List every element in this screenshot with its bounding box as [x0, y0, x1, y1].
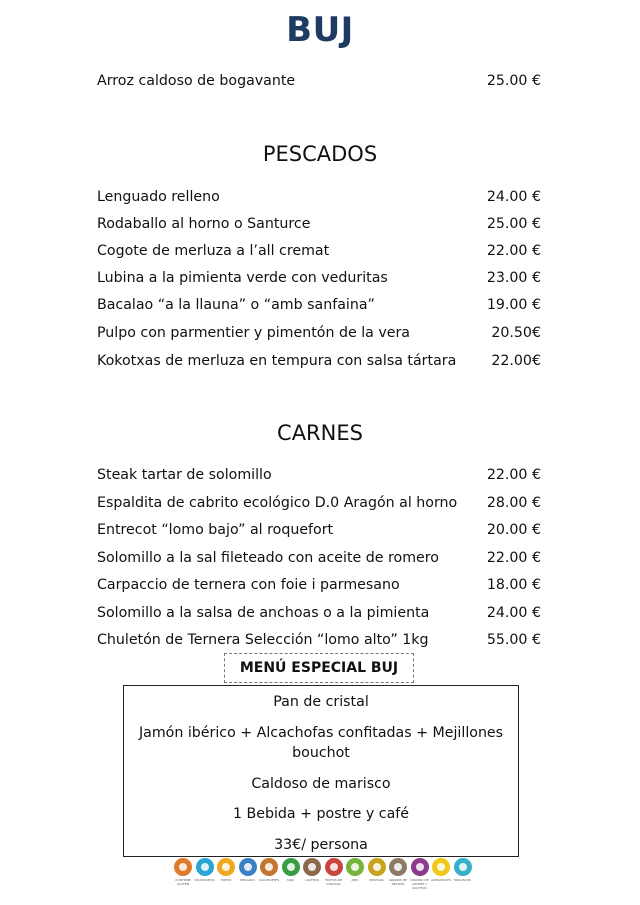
menu-item-name: Lenguado relleno [97, 189, 220, 205]
fish-icon [239, 858, 257, 876]
menu-item-price: 25.00 € [486, 216, 541, 232]
menu-item-price: 22.00 € [486, 243, 541, 259]
menu-item [97, 464, 541, 486]
allergen-label: DIÓXIDO DE AZUFRE Y SULFITOS [410, 878, 429, 890]
menu-item [97, 492, 541, 514]
menu-item-price: 20.00 € [486, 522, 541, 538]
menu-item-name: Cogote de merluza a l’all cremat [97, 243, 330, 259]
sesame-icon [389, 858, 407, 876]
eggs-icon [217, 858, 235, 876]
menu-item-name: Bacalao “a la llauna” o “amb sanfaina” [97, 297, 375, 313]
allergen-label: PESCADO [240, 878, 255, 882]
allergen-label: APIO [351, 878, 359, 882]
menu-item [97, 267, 541, 289]
menu-item [97, 519, 541, 541]
menu-item-price: 18.00 € [486, 577, 541, 593]
allergen-label: CACAHUETES [258, 878, 280, 882]
menu-item-name: Arroz caldoso de bogavante [97, 73, 296, 89]
allergen-label: MOSTAZA [369, 878, 384, 882]
allergen-legend [172, 858, 472, 894]
allergen-label: LÁCTEOS [305, 878, 319, 882]
menu-item-name: Pulpo con parmentier y pimentón de la vera [97, 325, 410, 341]
menu-item [97, 322, 541, 344]
allergen-label: CRUSTÁCEOS [194, 878, 215, 882]
allergen-label: ALTRAMUCES [431, 878, 451, 882]
menu-item [97, 70, 541, 92]
special-menu-line: Pan de cristal [273, 694, 369, 710]
menu-item-price: 22.00€ [491, 353, 541, 369]
special-menu-line: Caldoso de marisco [251, 776, 391, 792]
menu-item [97, 294, 541, 316]
section-heading-carnes: CARNES [277, 421, 363, 445]
menu-item-name: Carpaccio de ternera con foie i parmesano [97, 577, 400, 593]
mustard-icon [368, 858, 386, 876]
allergen-label: MOLUSCOS [454, 878, 471, 882]
special-menu-box [123, 685, 519, 857]
menu-item [97, 186, 541, 208]
menu-item-price: 28.00 € [486, 495, 541, 511]
molluscs-icon [454, 858, 472, 876]
soy-icon [282, 858, 300, 876]
sulphites-icon [411, 858, 429, 876]
menu-item-name: Entrecot “lomo bajo” al roquefort [97, 522, 334, 538]
section-heading-pescados: PESCADOS [262, 142, 378, 166]
menu-item-name: Kokotxas de merluza en tempura con salsa tártara [97, 353, 457, 369]
menu-item-price: 23.00 € [486, 270, 541, 286]
menu-item [97, 213, 541, 235]
menu-item-name: Espaldita de cabrito ecológico D.0 Aragón al horno [97, 495, 458, 511]
special-menu-price: 33€/ persona [274, 837, 368, 853]
menu-item-price: 25.00 € [486, 73, 541, 89]
menu-item [97, 350, 541, 372]
menu-item-name: Solomillo a la sal fileteado con aceite de romero [97, 550, 439, 566]
gluten-icon [174, 858, 192, 876]
special-menu-title: MENÚ ESPECIAL BUJ [224, 653, 414, 683]
dairy-icon [303, 858, 321, 876]
restaurant-title: BUJ [286, 10, 354, 50]
nuts-icon [325, 858, 343, 876]
allergen-label: CONTIENE GLUTEN [175, 878, 191, 886]
menu-item-price: 24.00 € [486, 605, 541, 621]
menu-item-price: 24.00 € [486, 189, 541, 205]
crustaceans-icon [196, 858, 214, 876]
menu-item [97, 602, 541, 624]
menu-item-price: 20.50€ [491, 325, 541, 341]
menu-item-price: 55.00 € [486, 632, 541, 648]
menu-item [97, 240, 541, 262]
menu-item-name: Lubina a la pimienta verde con veduritas [97, 270, 388, 286]
celery-icon [346, 858, 364, 876]
menu-item-price: 22.00 € [486, 467, 541, 483]
allergen-label: HUEVO [220, 878, 232, 882]
special-menu-line: 1 Bebida + postre y café [232, 806, 410, 822]
allergen-label: FRUTOS DE CÁSCARA [324, 878, 343, 886]
peanuts-icon [260, 858, 278, 876]
menu-item-price: 19.00 € [486, 297, 541, 313]
menu-item [97, 629, 541, 651]
menu-item-price: 22.00 € [486, 550, 541, 566]
menu-item [97, 574, 541, 596]
special-menu-line: Jamón ibérico + Alcachofas confitadas + Mejillones bouchot [138, 725, 504, 761]
menu-item-name: Steak tartar de solomillo [97, 467, 272, 483]
menu-item-name: Solomillo a la salsa de anchoas o a la pimienta [97, 605, 430, 621]
lupin-icon [432, 858, 450, 876]
allergen-label: SOJA [286, 878, 295, 882]
allergen-label: GRANOS DE SÉSAMO [388, 878, 407, 886]
menu-item-name: Chuletón de Ternera Selección “lomo alto” 1kg [97, 632, 429, 648]
menu-item [97, 547, 541, 569]
menu-item-name: Rodaballo al horno o Santurce [97, 216, 311, 232]
